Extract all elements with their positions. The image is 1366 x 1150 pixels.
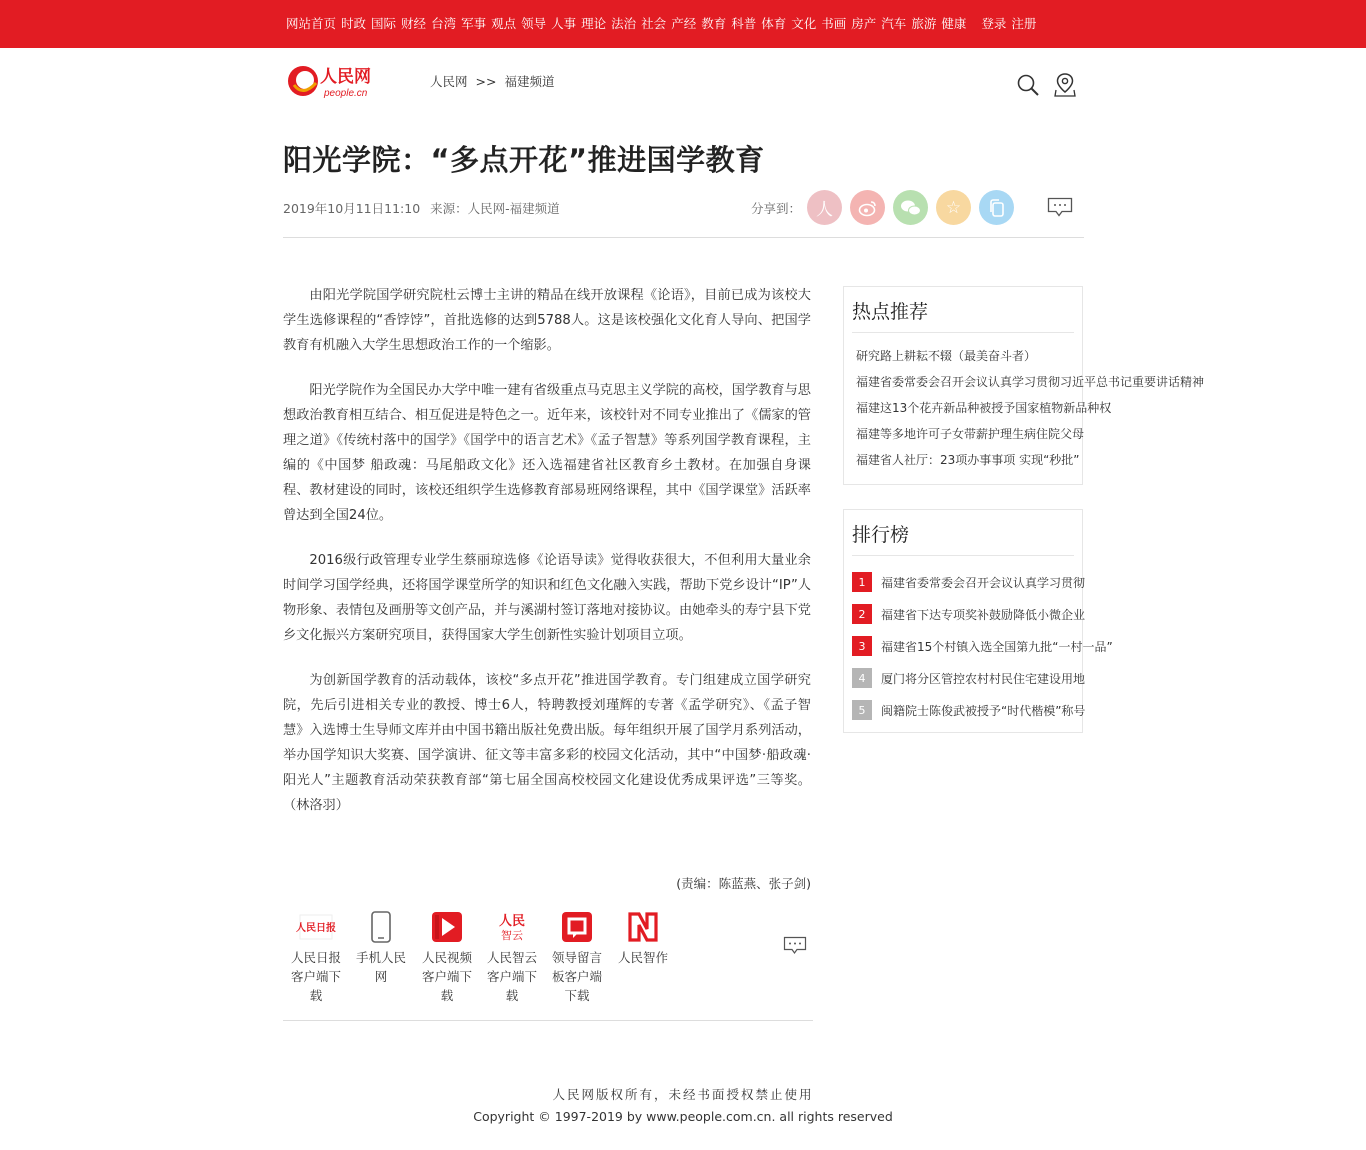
article-source[interactable]: 来源：人民网-福建频道 — [430, 201, 560, 216]
nav-link[interactable]: 体育 — [761, 16, 787, 31]
share-weibo-button[interactable] — [850, 190, 885, 225]
nav-link[interactable]: 观点 — [491, 16, 517, 31]
nav-link[interactable]: 社会 — [641, 16, 667, 31]
ranking-list — [852, 566, 1113, 726]
wechat-icon — [900, 199, 922, 217]
content-divider — [283, 1020, 813, 1021]
login-link[interactable]: 登录 — [981, 16, 1007, 31]
search-icon[interactable] — [1016, 73, 1040, 97]
breadcrumb-channel[interactable]: 福建频道 — [504, 74, 555, 89]
ranking-title: 排行榜 — [852, 510, 1074, 556]
rank-number-badge: 3 — [852, 636, 872, 656]
footer-copyright-en: Copyright © 1997-2019 by www.people.com.cn. all rights reserved — [473, 1109, 893, 1124]
article-title: 阳光学院：“多点开花”推进国学教育 — [283, 143, 765, 177]
nav-link[interactable]: 财经 — [401, 16, 427, 31]
ranking-item[interactable] — [852, 694, 1086, 726]
app-people-video[interactable] — [417, 910, 477, 1005]
ranking-box — [843, 509, 1113, 733]
comment-icon[interactable] — [783, 936, 807, 955]
app-label: 人民智云客户端下载 — [486, 950, 537, 1003]
app-people-daily[interactable] — [286, 910, 346, 1005]
nav-link-home[interactable]: 网站首页 — [286, 16, 337, 31]
svg-text:智云: 智云 — [501, 930, 523, 942]
app-label: 手机人民网 — [355, 950, 406, 984]
header-divider — [283, 237, 1084, 238]
breadcrumb-separator: >> — [475, 74, 497, 89]
comment-icon[interactable] — [1047, 197, 1073, 217]
app-people-zhizuo[interactable] — [613, 910, 673, 967]
share-label: 分享到： — [751, 201, 802, 216]
app-leader-message-board[interactable] — [547, 910, 607, 1005]
hot-recommend-item[interactable]: 福建省委常委会召开会议认真学习贯彻习近平总书记重要讲话精神 — [856, 375, 1205, 389]
ranking-item[interactable] — [852, 566, 1086, 598]
share-wechat-button[interactable] — [893, 190, 928, 225]
nav-link[interactable]: 房产 — [851, 16, 877, 31]
hot-recommend-title: 热点推荐 — [852, 287, 1074, 333]
copy-icon — [988, 198, 1006, 218]
app-download-row — [283, 910, 811, 1010]
ranking-item-text: 福建省15个村镇入选全国第九批“一村一品” — [881, 639, 1113, 654]
nav-link[interactable]: 旅游 — [911, 16, 937, 31]
people-share-icon: 人 — [816, 200, 833, 219]
top-nav-bar — [0, 0, 1366, 48]
breadcrumb-home[interactable]: 人民网 — [430, 74, 468, 89]
article-paragraph: 2016级行政管理专业学生蔡丽琼选修《论语导读》觉得收获很大，不但利用大量业余时间学习国学经典，还将国学课堂所学的知识和红色文化融入实践，帮助下党乡设计“IP”人物形象、表情包及画册等文创产品，并与溪湖村签订落地对接协议。由她牵头的寿宁县下党乡文化振兴方案研究项目，获得国家大学生创新性实验计划项目立项。 — [283, 553, 811, 643]
ranking-item[interactable] — [852, 598, 1086, 630]
nav-link[interactable]: 文化 — [791, 16, 817, 31]
rank-number-badge: 1 — [852, 572, 872, 592]
share-people-button[interactable] — [807, 190, 842, 225]
ranking-item-text: 厦门将分区管控农村村民住宅建设用地 — [881, 671, 1086, 686]
phone-icon — [364, 910, 398, 944]
app-label: 人民视频客户端下载 — [421, 950, 472, 1003]
nav-link[interactable]: 台湾 — [431, 16, 457, 31]
hot-recommend-item[interactable]: 研究路上耕耘不辍（最美奋斗者） — [856, 349, 1037, 363]
hot-recommend-list — [852, 343, 1205, 473]
ranking-item[interactable] — [852, 630, 1113, 662]
nav-link[interactable]: 时政 — [341, 16, 367, 31]
ranking-item-text: 福建省委常委会召开会议认真学习贯彻 — [881, 575, 1086, 590]
app-label: 人民智作 — [617, 950, 668, 965]
logo-subtext: people.cn — [324, 88, 368, 99]
nav-link[interactable]: 产经 — [671, 16, 697, 31]
video-play-icon — [430, 910, 464, 944]
star-icon: ☆ — [945, 197, 962, 218]
ranking-item-text: 闽籍院士陈俊武被授予“时代楷模”称号 — [881, 703, 1086, 718]
app-label: 领导留言板客户端下载 — [551, 950, 602, 1003]
nav-link[interactable]: 科普 — [731, 16, 757, 31]
app-label: 人民日报客户端下载 — [290, 950, 341, 1003]
hot-recommend-item[interactable]: 福建等多地许可子女带薪护理生病住院父母 — [856, 427, 1085, 441]
svg-text:人民日报: 人民日报 — [296, 923, 336, 934]
hot-recommend-item[interactable]: 福建省人社厅：23项办事事项 实现“秒批” — [856, 453, 1080, 467]
article-paragraph: 为创新国学教育的活动载体，该校“多点开花”推进国学教育。专门组建成立国学研究院，先后引进相关专业的教授、博士6人，特聘教授刘瑾辉的专著《孟学研究》、《孟子智慧》入选博士生导师文库并由中国书籍出版社免费出版。每年组织开展了国学月系列活动，举办国学知识大奖赛、国学演讲、征文等丰富多彩的校园文化活动，其中“中国梦·船政魂·阳光人”主题教育活动荣获教育部“第七届全国高校校园文化建设优秀成果评选”三等奖。（林洛羽） — [283, 673, 811, 813]
breadcrumb — [430, 72, 558, 90]
nav-link[interactable]: 汽车 — [881, 16, 907, 31]
rank-number-badge: 4 — [852, 668, 872, 688]
hot-recommend-box — [843, 286, 1205, 485]
message-board-icon — [560, 910, 594, 944]
article-paragraph: 由阳光学院国学研究院杜云博士主讲的精品在线开放课程《论语》，目前已成为该校大学生选修课程的“香饽饽”，首批选修的达到5788人。这是该校强化文化育人导向、把国学教育有机融入大学生思想政治工作的一个缩影。 — [283, 288, 811, 353]
app-people-zhiyun[interactable] — [482, 910, 542, 1005]
nav-link[interactable]: 人事 — [551, 16, 577, 31]
article-meta — [283, 199, 566, 217]
nav-link[interactable]: 教育 — [701, 16, 727, 31]
nav-link[interactable]: 国际 — [371, 16, 397, 31]
nav-link[interactable]: 法治 — [611, 16, 637, 31]
nav-link[interactable]: 健康 — [941, 16, 967, 31]
zhizuo-icon — [626, 910, 660, 944]
zhiyun-icon — [495, 910, 529, 944]
article-editor: (责编：陈蓝燕、张子剑) — [676, 876, 811, 891]
top-nav — [286, 15, 1041, 33]
article-datetime: 2019年10月11日11:10 — [283, 201, 421, 216]
nav-link[interactable]: 领导 — [521, 16, 547, 31]
register-link[interactable]: 注册 — [1011, 16, 1037, 31]
share-favorite-button[interactable] — [936, 190, 971, 225]
people-daily-icon — [296, 910, 336, 944]
nav-link[interactable]: 军事 — [461, 16, 487, 31]
people-logo[interactable] — [286, 63, 381, 99]
location-icon[interactable] — [1054, 72, 1076, 98]
weibo-icon — [858, 199, 878, 217]
article-paragraph: 阳光学院作为全国民办大学中唯一建有省级重点马克思主义学院的高校，国学教育与思想政治教育相互结合、相互促进是特色之一。近年来，该校针对不同专业推出了《儒家的管理之道》《传统村落中的国学》《国学中的语言艺术》《孟子智慧》等系列国学教育课程，主编的《中国梦 船政魂：马尾船政文化》还入选福建省社区教育乡土教材。在加强自身课程、教材建设的同时，该校还组织学生选修教育部易班网络课程，其中《国学课堂》活跃率曾达到全国24位。 — [283, 383, 811, 523]
rank-number-badge: 5 — [852, 700, 872, 720]
ranking-item-text: 福建省下达专项奖补鼓励降低小微企业 — [881, 607, 1086, 622]
logo-text: 人民网 — [320, 67, 371, 86]
ranking-item[interactable] — [852, 662, 1086, 694]
article-body — [283, 283, 811, 838]
nav-link[interactable]: 理论 — [581, 16, 607, 31]
app-mobile-people[interactable] — [351, 910, 411, 986]
svg-text:人民: 人民 — [498, 913, 526, 928]
hot-recommend-item[interactable]: 福建这13个花卉新品种被授予国家植物新品种权 — [856, 401, 1112, 415]
rank-number-badge: 2 — [852, 604, 872, 624]
nav-link[interactable]: 书画 — [821, 16, 847, 31]
footer-copyright-cn: 人民网版权所有，未经书面授权禁止使用 — [552, 1087, 814, 1102]
share-copy-button[interactable] — [979, 190, 1014, 225]
